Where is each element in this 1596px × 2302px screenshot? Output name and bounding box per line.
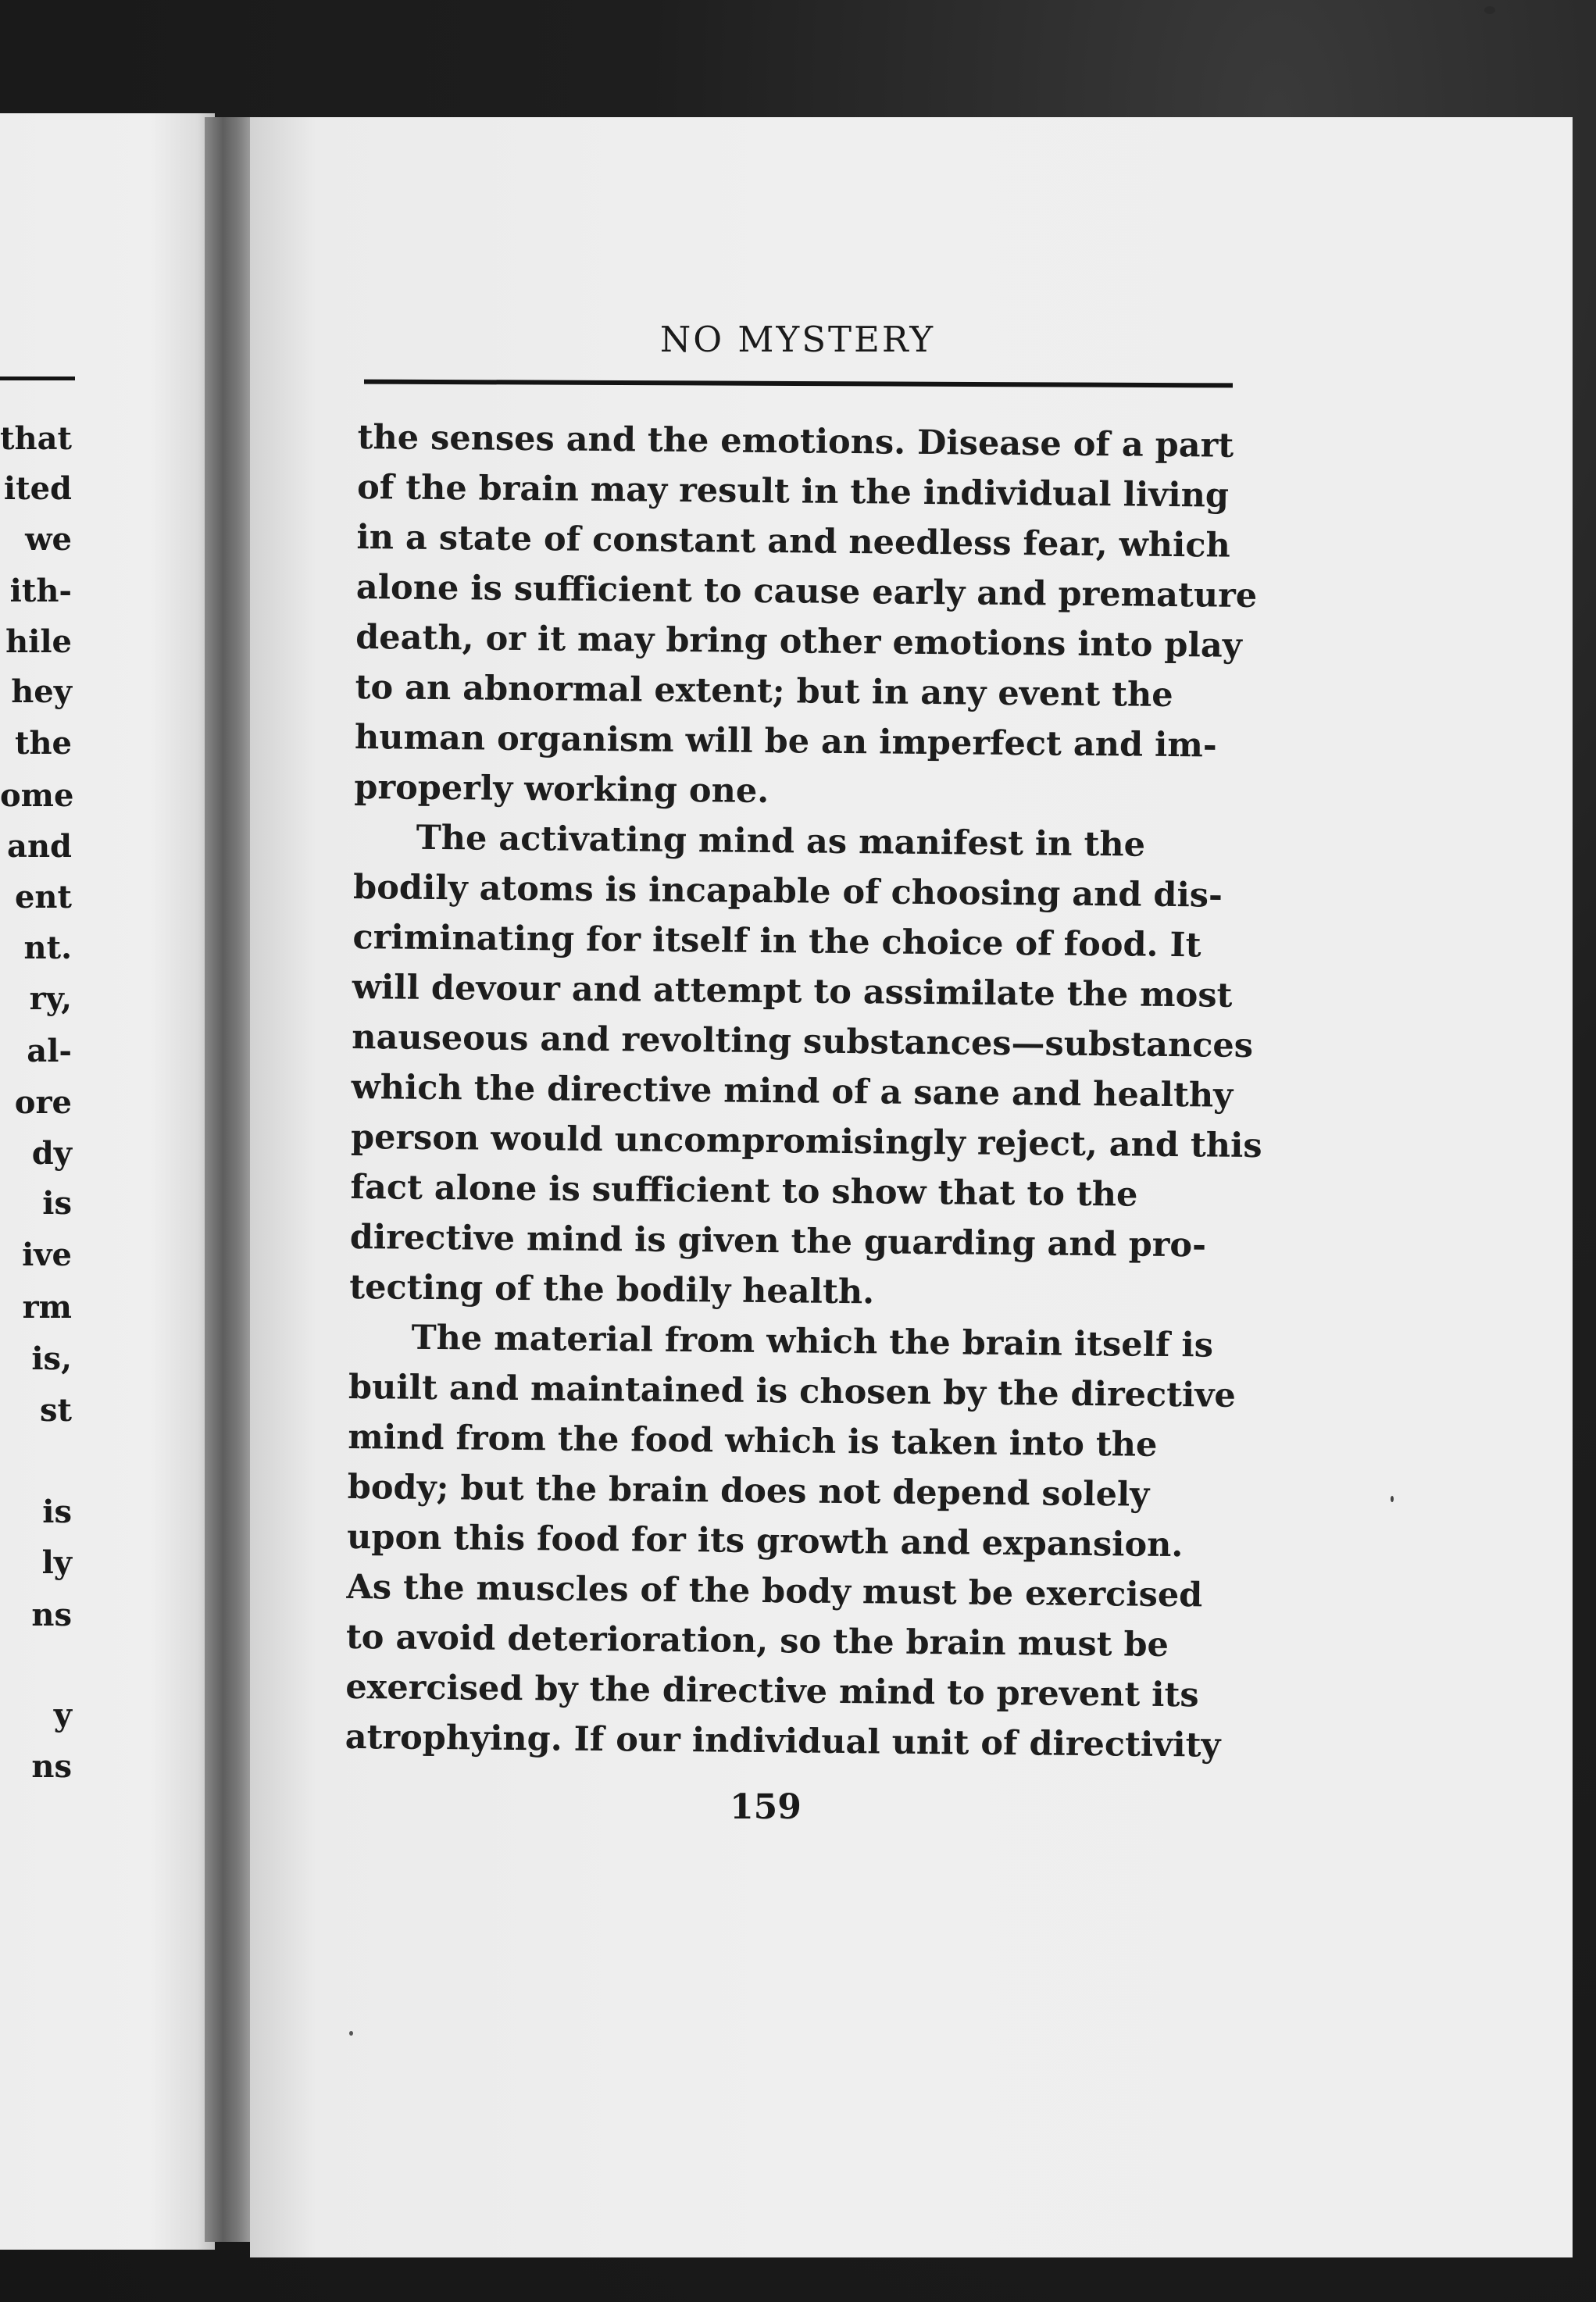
facing-page-fragment: the (14, 725, 72, 762)
facing-page-fragment: ive (22, 1237, 72, 1273)
text-line: directive mind is given the guarding and pro- (349, 1217, 1207, 1265)
text-line: criminating for itself in the choice of food. It (352, 917, 1201, 965)
text-line: As the muscles of the body must be exercised (346, 1567, 1203, 1615)
facing-page-fragment: is, (31, 1340, 72, 1377)
facing-page-header-rule (0, 377, 75, 380)
text-line: upon this food for its growth and expansion. (346, 1517, 1184, 1565)
text-line: which the directive mind of a sane and healthy (351, 1067, 1234, 1115)
text-line: will devour and attempt to assimilate the most (352, 967, 1233, 1015)
text-line: built and maintained is chosen by the directive (348, 1367, 1236, 1415)
text-line: in a state of constant and needless fear, which (356, 517, 1231, 566)
facing-page-fragment: and (7, 828, 72, 865)
text-line: fact alone is sufficient to show that to the (350, 1167, 1138, 1215)
facing-page-fragment: ited (3, 470, 72, 507)
facing-page-fragment: hile (5, 623, 72, 660)
facing-page-fragment: nt. (23, 930, 72, 966)
facing-page-fragment: ns (31, 1597, 72, 1633)
facing-page-fragment: is (42, 1185, 72, 1222)
text-line: tecting of the bodily health. (349, 1267, 875, 1312)
text-line: death, or it may bring other emotions into play (355, 617, 1242, 666)
scan-speck (349, 2031, 353, 2036)
scan-speck (1484, 6, 1495, 14)
scan-speck (1391, 1496, 1394, 1502)
text-line: to avoid deterioration, so the brain must be (345, 1617, 1169, 1665)
text-line: to an abnormal extent; but in any event the (355, 667, 1173, 716)
text-line: human organism will be an imperfect and im- (354, 717, 1217, 766)
paragraph-first-line: The material from which the brain itself is (411, 1318, 1214, 1365)
facing-page-fragment: hey (11, 673, 72, 710)
text-line: nauseous and revolting substances—substances (352, 1017, 1254, 1066)
facing-page-fragment: ns (31, 1748, 72, 1785)
facing-page-fragment: that (0, 420, 72, 457)
facing-page-fragment: st (40, 1392, 72, 1429)
body-text (345, 412, 1262, 1771)
paragraph-first-line: The activating mind as manifest in the (416, 818, 1146, 865)
text-line: properly working one. (354, 767, 769, 812)
facing-page-fragment: y (53, 1697, 72, 1733)
facing-page-fragment: ith- (9, 573, 72, 609)
text-line: atrophying. If our individual unit of directivity (345, 1717, 1221, 1765)
text-line: alone is sufficient to cause early and premature (355, 567, 1258, 616)
facing-page-fragment: ent (14, 879, 72, 915)
text-line: exercised by the directive mind to prevent its (345, 1667, 1199, 1715)
text-line: person would uncompromisingly reject, and this (350, 1117, 1262, 1166)
facing-page-fragment: al- (27, 1033, 72, 1069)
facing-page-fragment: is (42, 1494, 72, 1530)
facing-page-fragment: ly (41, 1544, 72, 1581)
facing-page-fragment: dy (31, 1135, 72, 1172)
page-number: 159 (730, 1787, 802, 1827)
facing-page-fragment: ome (0, 777, 74, 814)
text-line: the senses and the emotions. Disease of a part (357, 417, 1234, 466)
text-line: body; but the brain does not depend solely (347, 1467, 1150, 1515)
text-line: of the brain may result in the individual living (356, 467, 1230, 516)
facing-page-fragment: ore (14, 1084, 72, 1121)
facing-page-fragment: ry, (29, 980, 72, 1017)
facing-page-fragment: we (25, 521, 72, 558)
facing-page-fragment: rm (22, 1289, 72, 1326)
text-line: bodily atoms is incapable of choosing and dis- (352, 867, 1223, 915)
text-line: mind from the food which is taken into the (348, 1417, 1158, 1465)
running-head: NO MYSTERY (659, 319, 936, 360)
